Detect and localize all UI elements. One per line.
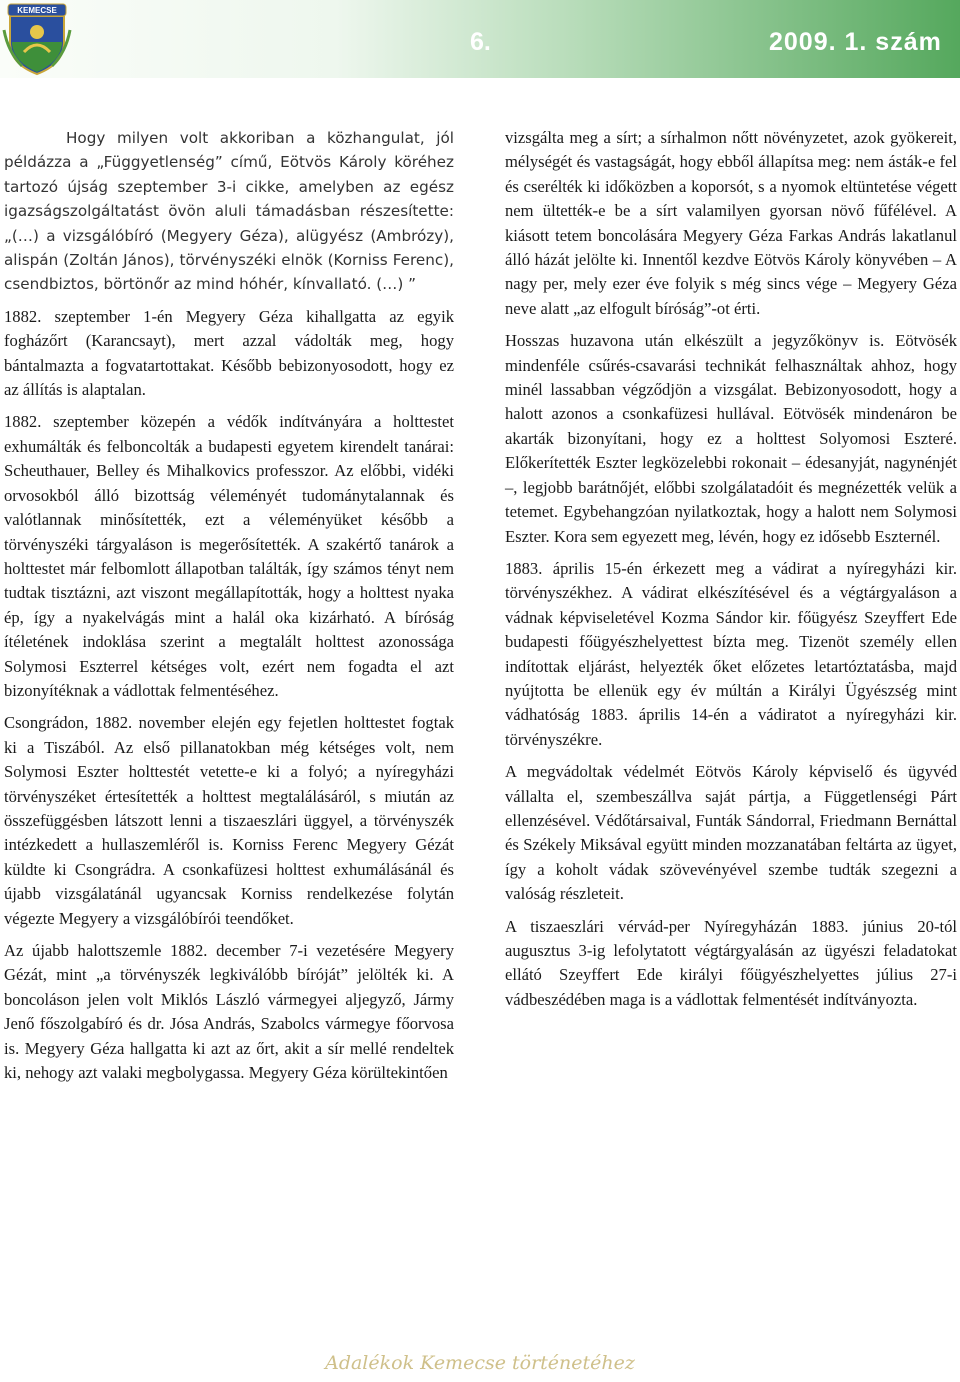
issue-date: 2009. 1. szám xyxy=(769,28,942,56)
article-paragraph: Az újabb halottszemle 1882. december 7-i vezetésére Megyery Gézát, mint „a törvényszék legkiválóbb bíróját” jelölték ki. A boncoláson jelen volt Miklós László vármegyei aljegyző, Jármy Jenő főszolgabíró és dr. Jósa András, Szabolcs vármegye főorvosa is. Megyery Géza hallgatta ki azt az őrt, akit a sír mellé rendeltek ki, nehogy azt valaki megbolygassa. Megyery Géza körültekintően xyxy=(4,941,454,1083)
article-paragraph: A tiszaeszlári vérvád-per Nyíregyházán 1883. június 20-tól augusztus 3-ig lefolytatott végtárgyalásán az ügyészi feladatokat ellátó Szeyffert Ede királyi főügyészhelyettes július 27-i vádbeszédében maga is a vádlottak felmentését indítványozta. xyxy=(505,916,957,1009)
article-paragraph: 1882. szeptember közepén a védők indítványára a holttestet exhumálták és felboncolták a budapesti egyetem kirendelt tanárai: Scheuthauer, Belley és Mihalkovics professzor. Az előbbi, vidéki orvosokból álló bizottság véleményét tudománytalannak és valótlannak minősítették, ezt a véleményüket később a törvényszéki tárgyaláson is megerősítették. A szakértő tanárok a holttestet már felbomlott állapotban találták, így számos tényt nem tudtak tisztázni, azt viszont megállapították, hogy a holttest nyaka ép, így a nyakelvágás mint a halál oka kizárható. A bíróság ítéletének indoklása szerint a megtalált holttest azonossága Solymosi Eszterrel kétséges volt, ezért nem fogadta el azt bizonyítéknak a vádlottak felmentéséhez. xyxy=(4,412,454,700)
article-right-column xyxy=(505,126,957,1020)
article-paragraph: 1883. április 15-én érkezett meg a vádirat a nyíregyházi kir. törvényszékhez. A vádirat elkészítésével és a végtárgyaláson a vádnak képviseletével Kozma Sándor kir. főügyész Szeyffert Ede budapesti főügyészhelyettest bízta meg. Tizenöt személy ellen indítottak eljárást, helyezték őket előzetes letartóztatásba, majd nyújtotta be ellenük egy év múltán a Királyi Ügyészség mint vádhatóság 1883. április 14-én a vádiratot a nyíregyházi kir. törvényszékre. xyxy=(505,558,957,749)
issue-number: 6. xyxy=(470,28,491,56)
logo-text: KEMECSE xyxy=(17,6,57,15)
footer-series-title: Adalékok Kemecse történetéhez xyxy=(325,1352,635,1374)
article-left-column xyxy=(4,126,454,1093)
page-header xyxy=(0,0,960,78)
article-paragraph: vizsgálta meg a sírt; a sírhalmon nőtt növényzetet, azok gyökereit, mélységét és vastagságát, hogy ebből állapítsa meg: nem ásták-e fel és cserélték ki időközben a koporsót, s a nyomok eltüntetése végett nem ültették-e be a sírt valamilyen gyorsan növő fűfélével. A kiásott tetem boncolására Megyery Géza Farkas András lakatlanul álló házát jelölte ki. Innentől kezdve Eötvös Károly könyvében – A nagy per, mely ezer éve folyik s még sincs vége – Megyery Géza neve alatt „az elfogult bíróság”-ot érti. xyxy=(505,128,957,318)
article-paragraph: Hogy milyen volt akkoriban a közhangulat, jól példázza a „Függyetlenség” című, Eötvös Károly köréhez tartozó újság szeptember 3-i cikke, amelyben az egész igazságszolgáltatást övön aluli támadásban részesítette: „(…) a vizsgálóbíró (Megyery Géza), alügyész (Ambrózy), alispán (Zoltán János), törvényszéki elnök (Korniss Ferenc), csendbiztos, börtönőr az mind hóhér, kínvallató. (…) ” xyxy=(4,129,454,294)
article-paragraph: 1882. szeptember 1-én Megyery Géza kihallgatta az egyik fogházőrt (Karancsayt), mert azzal vádolták meg, hogy bántalmazta a fogvatartottakat. Később bebizonyosodott, hogy ez az állítás is alaptalan. xyxy=(4,306,454,400)
kemecse-coat-of-arms-logo xyxy=(2,2,72,76)
article-paragraph: Hosszas huzavona után elkészült a jegyzőkönyv is. Eötvösék mindenféle csűrés-csavarási technikát felhasználtak ahhoz, hogy minél lassabban végződjön a vizsgálat. Bebizonyosodott, hogy a halott azonos a csonkafüzesi hullával. Eötvösék mindenáron be akarták bizonyítani, hogy ez a holttest Solyomosi Eszteré. Előkerítették Eszter legközelebbi rokonait – édesanyját, nagynénjét –, legjobb barátnőjét, előbbi szolgálatadóit és megnézették velük a tetemet. Egybehangzóan nyilatkoztak, hogy a halott nem Solymosi Eszter. Kora sem egyezett meg, lévén, hogy ez idősebb Eszternél. xyxy=(505,331,957,546)
article-paragraph: Csongrádon, 1882. november elején egy fejetlen holttestet fogtak ki a Tiszából. Az első pillanatokban még kétséges volt, nem Solymosi Eszter holttestét vetette-e ki a folyó; a nyíregyházi törvényszéket értesítették a holttest megtalálásáról, s miután az összefüggésben látszott lenni a tiszaeszlári üggyel, a törvényszék intézkedett a hullaszemléről is. Korniss Ferenc Megyery Gézát küldte ki Csongrádra. A csonkafüzesi holttest exhumálásánál és újabb vizsgálatánál ugyancsak Korniss rendelkezése folytán végezte Megyery a vizsgálóbírói teendőket. xyxy=(4,713,454,928)
article-paragraph: A megvádoltak védelmét Eötvös Károly képviselő és ügyvéd vállalta el, szembeszállva saját pártja, a Függetlenségi Párt ellenzésével. Védőtársaival, Funták Sándorral, Friedmann Bernáttal és Székely Miksával együtt minden mozzanatában feltárta az ügyet, így a koholt vádak szövevényével szembe tudták szegezni a valóság részleteit. xyxy=(505,762,957,904)
